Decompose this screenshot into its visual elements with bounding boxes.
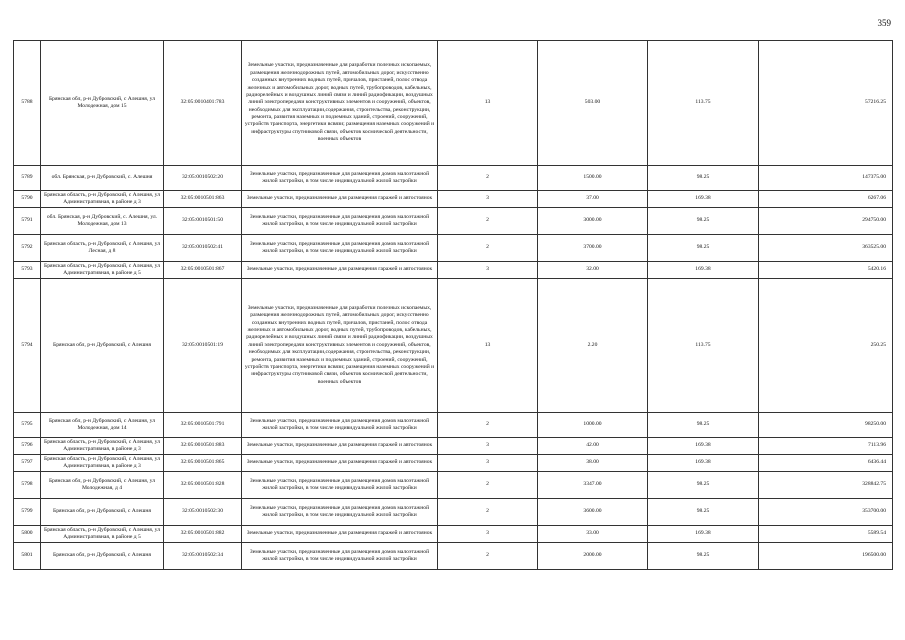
row-cadastral-number: 32:05:0010401:783 xyxy=(164,41,242,166)
row-cadastral-value: 57216.25 xyxy=(759,41,893,166)
table-row xyxy=(14,191,893,208)
row-number: 5789 xyxy=(14,166,41,191)
row-number: 5796 xyxy=(14,438,41,455)
row-cadastral-value: 363525.00 xyxy=(759,235,893,262)
row-address: Брянская обл, р-н Дубровский, с Алешня xyxy=(41,499,164,526)
row-cadastral-number: 32:05:0010502:20 xyxy=(164,166,242,191)
table-row xyxy=(14,455,893,472)
row-unit-price: 169.38 xyxy=(648,438,759,455)
row-group: 2 xyxy=(438,413,538,438)
row-area: 3347.00 xyxy=(538,472,648,499)
row-unit-price: 169.38 xyxy=(648,191,759,208)
table-row xyxy=(14,438,893,455)
table-row xyxy=(14,208,893,235)
row-land-use: Земельные участки, предназначенные для размещения гаражей и автостоянок xyxy=(242,438,438,455)
row-number: 5790 xyxy=(14,191,41,208)
row-area: 3600.00 xyxy=(538,499,648,526)
row-group: 2 xyxy=(438,499,538,526)
row-area: 38.00 xyxy=(538,455,648,472)
row-area: 32.00 xyxy=(538,262,648,279)
row-unit-price: 113.75 xyxy=(648,41,759,166)
row-address: Брянская область, р-н Дубровский, с Алешня, ул Лесная, д 8 xyxy=(41,235,164,262)
row-area: 503.00 xyxy=(538,41,648,166)
row-group: 2 xyxy=(438,543,538,570)
row-unit-price: 113.75 xyxy=(648,279,759,413)
row-area: 2.20 xyxy=(538,279,648,413)
row-group: 13 xyxy=(438,279,538,413)
row-cadastral-value: 5589.54 xyxy=(759,526,893,543)
row-cadastral-value: 6267.06 xyxy=(759,191,893,208)
row-cadastral-value: 196500.00 xyxy=(759,543,893,570)
row-land-use: Земельные участки, предназначенные для размещения домов малоэтажной жилой застройки, в том числе индивидуальной жилой застройки xyxy=(242,166,438,191)
row-cadastral-number: 32:05:0010501:828 xyxy=(164,472,242,499)
row-unit-price: 169.38 xyxy=(648,262,759,279)
row-cadastral-number: 32:05:0010502:30 xyxy=(164,499,242,526)
row-area: 37.00 xyxy=(538,191,648,208)
table-body xyxy=(14,41,893,570)
row-number: 5797 xyxy=(14,455,41,472)
row-address: Брянская область, р-н Дубровский, с Алешня, ул Административная, в районе д 3 xyxy=(41,438,164,455)
row-area: 2000.00 xyxy=(538,543,648,570)
row-cadastral-number: 32:05:0010501:883 xyxy=(164,438,242,455)
row-address: Брянская обл, р-н Дубровский, с Алешня xyxy=(41,279,164,413)
row-cadastral-number: 32:05:0010501:19 xyxy=(164,279,242,413)
row-group: 3 xyxy=(438,526,538,543)
row-land-use: Земельные участки, предназначенные для размещения домов малоэтажной жилой застройки, в том числе индивидуальной жилой застройки xyxy=(242,208,438,235)
row-cadastral-value: 353700.00 xyxy=(759,499,893,526)
row-number: 5792 xyxy=(14,235,41,262)
row-area: 42.00 xyxy=(538,438,648,455)
row-unit-price: 98.25 xyxy=(648,413,759,438)
row-address: Брянская область, р-н Дубровский, с Алешня, ул Административная, в районе д 3 xyxy=(41,191,164,208)
row-group: 2 xyxy=(438,472,538,499)
table-row xyxy=(14,41,893,166)
row-land-use: Земельные участки, предназначенные для размещения гаражей и автостоянок xyxy=(242,526,438,543)
table-row xyxy=(14,472,893,499)
row-land-use: Земельные участки, предназначенные для размещения домов малоэтажной жилой застройки, в том числе индивидуальной жилой застройки xyxy=(242,235,438,262)
row-unit-price: 98.25 xyxy=(648,208,759,235)
row-group: 2 xyxy=(438,166,538,191)
row-unit-price: 169.38 xyxy=(648,526,759,543)
row-number: 5788 xyxy=(14,41,41,166)
row-cadastral-value: 147375.00 xyxy=(759,166,893,191)
row-group: 2 xyxy=(438,235,538,262)
row-address: обл. Брянская, р-н Дубровский, с. Алешня, ул. Молодежная, дом 13 xyxy=(41,208,164,235)
row-address: Брянская обл, р-н Дубровский, с Алешня, ул Молодежная, дом 14 xyxy=(41,413,164,438)
row-address: Брянская область, р-н Дубровский, с Алешня, ул Административная, в районе д 5 xyxy=(41,262,164,279)
row-land-use: Земельные участки, предназначенные для размещения домов малоэтажной жилой застройки, в том числе индивидуальной жилой застройки xyxy=(242,543,438,570)
table-row xyxy=(14,413,893,438)
row-area: 1500.00 xyxy=(538,166,648,191)
row-group: 3 xyxy=(438,438,538,455)
row-cadastral-value: 6436.44 xyxy=(759,455,893,472)
row-unit-price: 169.38 xyxy=(648,455,759,472)
row-address: обл. Брянская, р-н Дубровский, с. Алешня xyxy=(41,166,164,191)
row-group: 3 xyxy=(438,262,538,279)
row-unit-price: 98.25 xyxy=(648,166,759,191)
row-address: Брянская обл, р-н Дубровский, с Алешня, ул Молодежная, д 4 xyxy=(41,472,164,499)
table-row xyxy=(14,279,893,413)
row-number: 5798 xyxy=(14,472,41,499)
row-number: 5800 xyxy=(14,526,41,543)
row-unit-price: 98.25 xyxy=(648,235,759,262)
row-land-use: Земельные участки, предназначенные для размещения гаражей и автостоянок xyxy=(242,191,438,208)
row-area: 33.00 xyxy=(538,526,648,543)
table-row xyxy=(14,262,893,279)
table-row xyxy=(14,543,893,570)
row-unit-price: 98.25 xyxy=(648,499,759,526)
row-area: 1000.00 xyxy=(538,413,648,438)
table-row xyxy=(14,499,893,526)
page-number: 359 xyxy=(877,18,891,28)
row-area: 3700.00 xyxy=(538,235,648,262)
row-land-use: Земельные участки, предназначенные для размещения домов малоэтажной жилой застройки, в том числе индивидуальной жилой застройки xyxy=(242,499,438,526)
row-unit-price: 98.25 xyxy=(648,543,759,570)
row-cadastral-number: 32:05:0010501:867 xyxy=(164,262,242,279)
row-number: 5794 xyxy=(14,279,41,413)
row-land-use: Земельные участки, предназначенные для разработки полезных ископаемых, размещения железнодорожных путей, автомобильных дорог, искусственно созданных внутренних водных путей, причалов, пристаней, полос отвода железных и автомобильных дорог, водных путей, трубопроводов, кабельных, радиорелейных и воздушных линий связи и линий радиофикации, воздушных линий электропередачи конструктивных элементов и сооружений, объектов, необходимых для эксплуатации,содержания, строительства, реконструкции, ремонта, развития наземных и подземных зданий, строений, сооружений, устройств транспорта, энергетики всвязи; размещения наземных сооружений и инфраструктуры спутниковой связи, объектов космической деятельности, военных объектов xyxy=(242,279,438,413)
row-cadastral-value: 7113.96 xyxy=(759,438,893,455)
row-group: 13 xyxy=(438,41,538,166)
row-land-use: Земельные участки, предназначенные для размещения гаражей и автостоянок xyxy=(242,262,438,279)
row-unit-price: 98.25 xyxy=(648,472,759,499)
row-number: 5795 xyxy=(14,413,41,438)
row-cadastral-number: 32:05:0010501:791 xyxy=(164,413,242,438)
row-number: 5791 xyxy=(14,208,41,235)
table-row xyxy=(14,526,893,543)
row-cadastral-number: 32:05:0010502:41 xyxy=(164,235,242,262)
row-cadastral-number: 32:05:0010501:863 xyxy=(164,191,242,208)
row-cadastral-value: 328842.75 xyxy=(759,472,893,499)
row-cadastral-number: 32:05:0010501:50 xyxy=(164,208,242,235)
row-address: Брянская область, р-н Дубровский, с Алешня, ул Административная, в районе д 3 xyxy=(41,455,164,472)
land-registry-table xyxy=(13,40,893,570)
row-address: Брянская область, р-н Дубровский, с Алешня, ул Административная, в районе д 5 xyxy=(41,526,164,543)
table-row xyxy=(14,166,893,191)
row-cadastral-value: 250.25 xyxy=(759,279,893,413)
row-number: 5801 xyxy=(14,543,41,570)
row-cadastral-number: 32:05:0010502:34 xyxy=(164,543,242,570)
row-number: 5793 xyxy=(14,262,41,279)
row-cadastral-value: 5420.16 xyxy=(759,262,893,279)
row-area: 3000.00 xyxy=(538,208,648,235)
row-land-use: Земельные участки, предназначенные для размещения домов малоэтажной жилой застройки, в том числе индивидуальной жилой застройки xyxy=(242,413,438,438)
row-cadastral-number: 32:05:0010501:882 xyxy=(164,526,242,543)
row-group: 3 xyxy=(438,455,538,472)
row-cadastral-value: 294750.00 xyxy=(759,208,893,235)
row-land-use: Земельные участки, предназначенные для разработки полезных ископаемых, размещения железнодорожных путей, автомобильных дорог, искусственно созданных внутренних водных путей, причалов, пристаней, полос отвода железных и автомобильных дорог, водных путей, трубопроводов, кабельных, радиорелейных и воздушных линий связи и линий радиофикации, воздушных линий электропередачи конструктивных элементов и сооружений, объектов, необходимых для эксплуатации,содержания, строительства, реконструкции, ремонта, развития наземных и подземных зданий, строений, сооружений, устройств транспорта, энергетики всвязи; размещения наземных сооружений и инфраструктуры спутниковой связи, объектов космической деятельности, военных объектов xyxy=(242,41,438,166)
table-row xyxy=(14,235,893,262)
row-land-use: Земельные участки, предназначенные для размещения домов малоэтажной жилой застройки, в том числе индивидуальной жилой застройки xyxy=(242,472,438,499)
row-group: 2 xyxy=(438,208,538,235)
row-land-use: Земельные участки, предназначенные для размещения гаражей и автостоянок xyxy=(242,455,438,472)
row-cadastral-number: 32:05:0010501:865 xyxy=(164,455,242,472)
row-cadastral-value: 98250.00 xyxy=(759,413,893,438)
row-address: Брянская обл, р-н Дубровский, с Алешня xyxy=(41,543,164,570)
row-number: 5799 xyxy=(14,499,41,526)
row-group: 3 xyxy=(438,191,538,208)
row-address: Брянская обл, р-н Дубровский, с Алешня, ул Молодежная, дом 15 xyxy=(41,41,164,166)
